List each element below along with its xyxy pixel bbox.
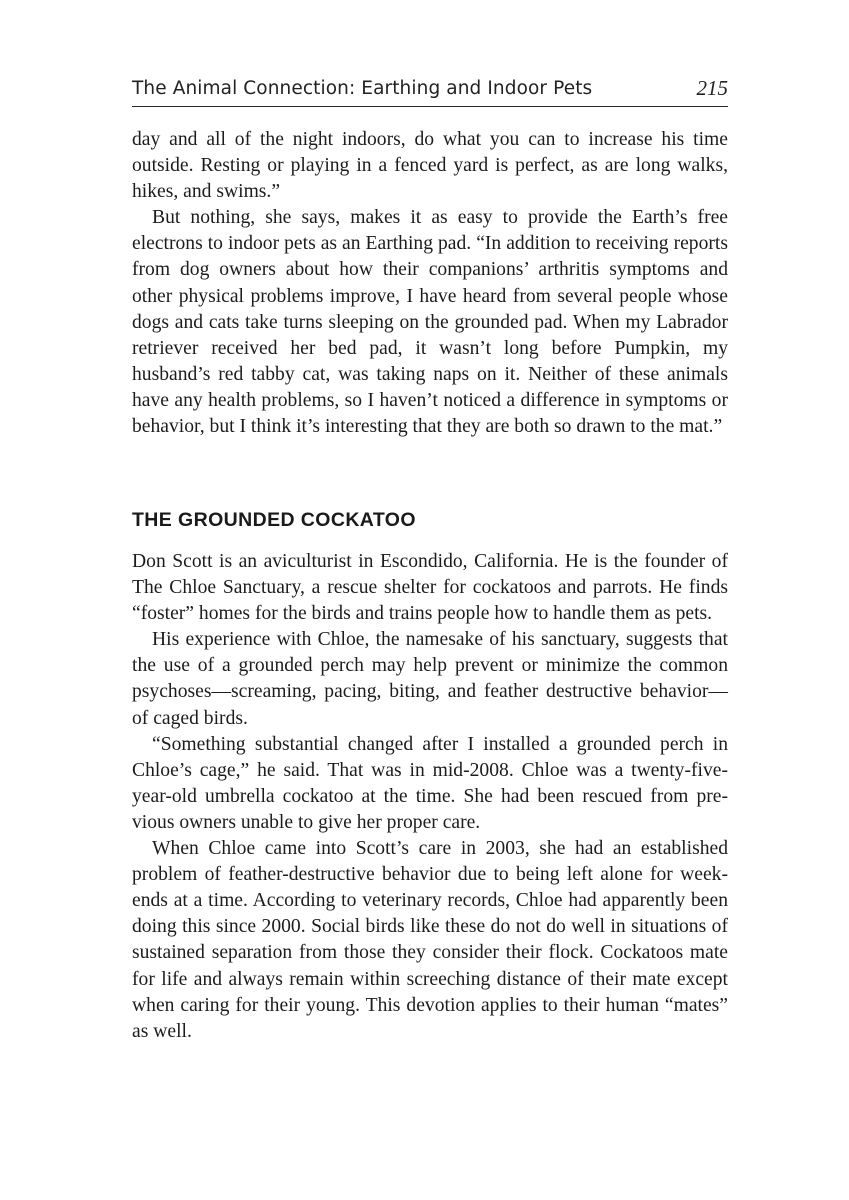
paragraph: When Chloe came into Scott’s care in 2003, she had an established problem of feather-destructive behavior due to being left alone for weekends at a time. According to veterinary records, Chloe had apparently been doing this since 2000. Social birds like these do not do well in situations of sustained separation from those they consider their flock. Cockatoos mate for life and always remain within screeching distance of their mate except when caring for their young. This devotion applies to their human “mates” as well.	[132, 838, 728, 1042]
paragraph: Don Scott is an aviculturist in Escondido, California. He is the founder of The Chloe Sanctuary, a rescue shelter for cockatoos and parrots. He finds “foster” homes for the birds and trains people how to handle them as pets.	[132, 551, 728, 625]
page-number: 215	[696, 76, 728, 100]
running-head	[132, 76, 728, 107]
continued-text-block	[132, 127, 728, 440]
paragraph: But nothing, she says, makes it as easy to provide the Earth’s free electrons to indoor pets as an Earthing pad. “In addition to receiving reports from dog owners about how their companions’ arthritis symptoms and other physical problems improve, I have heard from several people whose dogs and cats take turns sleeping on the grounded pad. When my Labrador retriever received her bed pad, it wasn’t long before Pumpkin, my husband’s red tabby cat, was taking naps on it. Neither of these animals have any health problems, so I haven’t noticed a difference in symptoms or behavior, but I think it’s interesting that they are both so drawn to the mat.”	[132, 207, 728, 438]
running-title: The Animal Connection: Earthing and Indoor Pets	[132, 78, 593, 99]
paragraph-continued: day and all of the night indoors, do what you can to increase his time outside. Resting or playing in a fenced yard is perfect, as are long walks, hikes, and swims.”	[132, 129, 728, 203]
section-text-block	[132, 549, 728, 1045]
section-heading: THE GROUNDED COCKATOO	[132, 509, 416, 531]
paragraph: “Something substantial changed after I installed a grounded perch in Chloe’s cage,” he said. That was in mid-2008. Chloe was a twenty-fiveyear-old umbrella cockatoo at the time. She had been rescued from previous owners unable to give her proper care.	[132, 733, 728, 833]
paragraph: His experience with Chloe, the namesake of his sanctuary, suggests that the use of a grounded perch may help prevent or minimize the common psychoses—screaming, pacing, biting, and feather destructive behavior— of caged birds.	[132, 629, 728, 729]
